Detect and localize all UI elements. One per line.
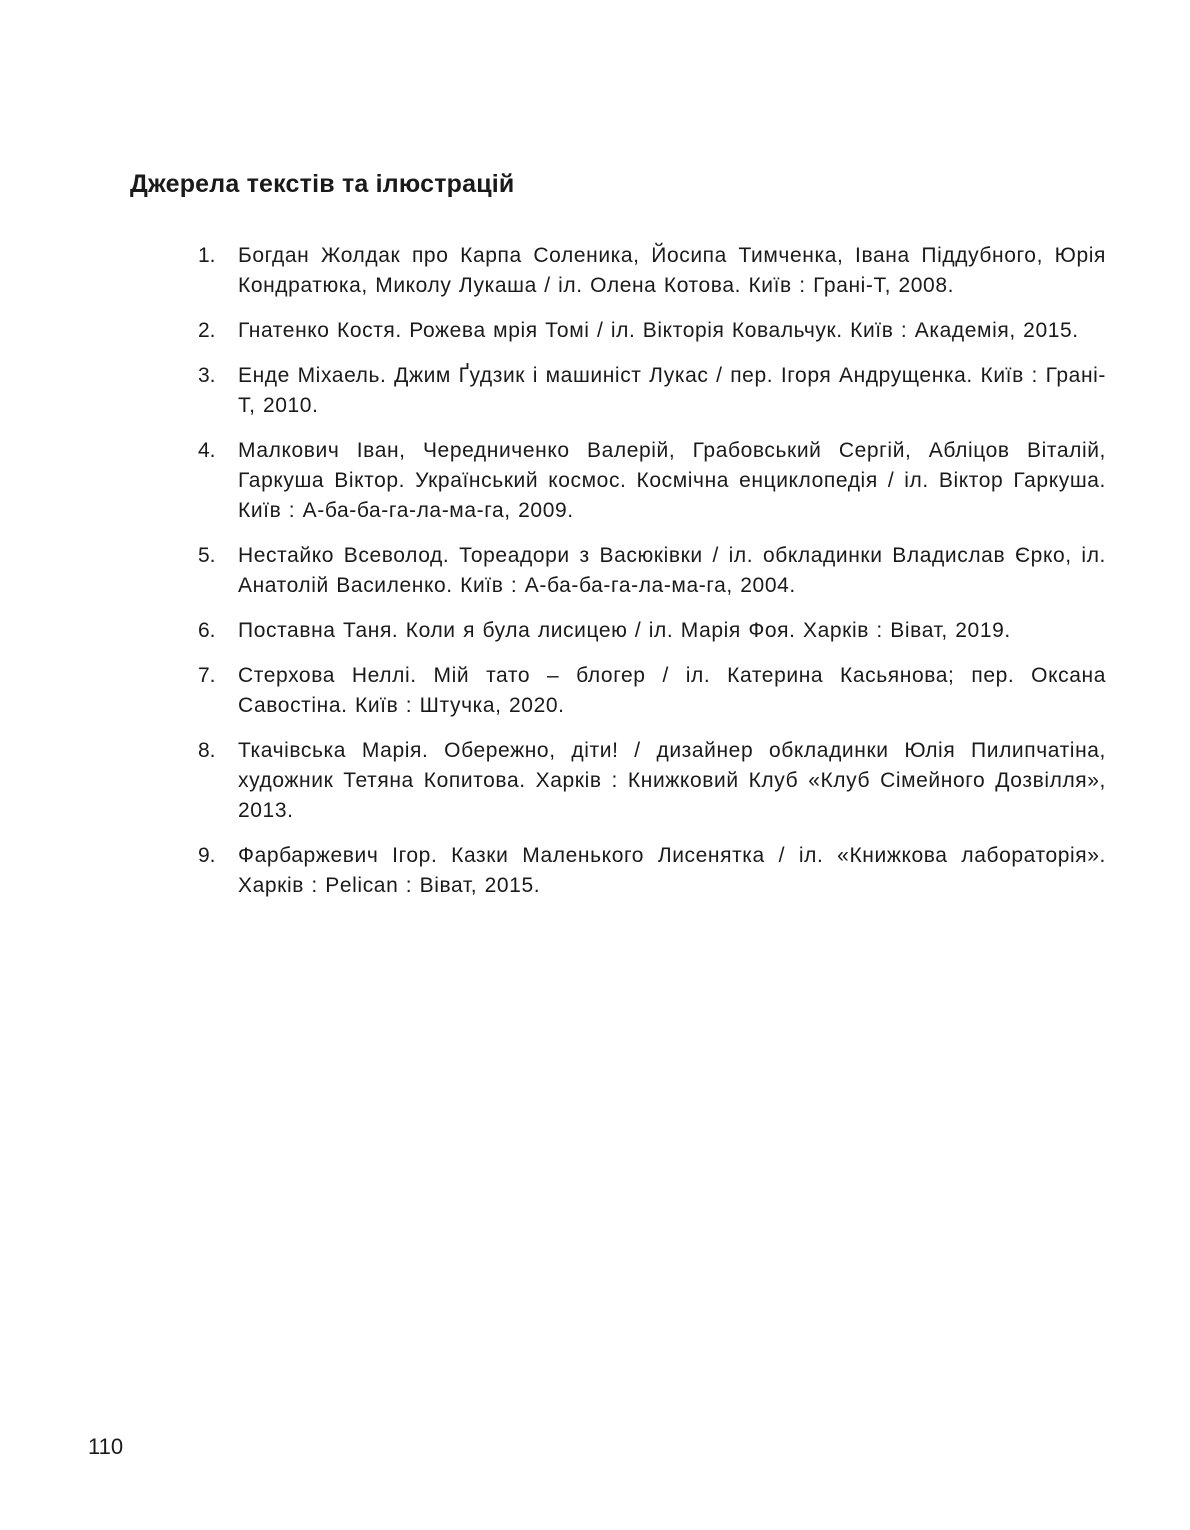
- source-text: Нестайко Всеволод. Тореадори з Васюківки / іл. обкладинки Владислав Єрко, іл. Анатолій Василенко. Київ : А-ба-ба-га-ла-ма-га, 2004.: [238, 544, 1106, 597]
- source-number: 7.: [198, 664, 216, 687]
- source-text: Поставна Таня. Коли я була лисицею / іл. Марія Фоя. Харків : Віват, 2019.: [238, 619, 1011, 642]
- source-number: 5.: [198, 544, 216, 567]
- source-item: [198, 436, 1106, 526]
- source-number: 6.: [198, 619, 216, 642]
- source-item: [198, 616, 1106, 646]
- source-number: 3.: [198, 364, 216, 387]
- source-item: [198, 736, 1106, 826]
- source-number: 9.: [198, 844, 216, 867]
- sources-list: [198, 241, 1106, 916]
- source-item: [198, 361, 1106, 421]
- source-item: [198, 541, 1106, 601]
- source-number: 2.: [198, 319, 216, 342]
- source-text: Гнатенко Костя. Рожева мрія Томі / іл. Вікторія Ковальчук. Київ : Академія, 2015.: [238, 319, 1079, 342]
- source-item: [198, 661, 1106, 721]
- source-text: Ткачівська Марія. Обережно, діти! / дизайнер обкладинки Юлія Пилипчатіна, художник Тетяна Копитова. Харків : Книжковий Клуб «Клуб Сімейного Дозвілля», 2013.: [238, 739, 1106, 822]
- source-item: [198, 841, 1106, 901]
- source-item: [198, 316, 1106, 346]
- source-text: Стерхова Неллі. Мій тато – блогер / іл. Катерина Касьянова; пер. Оксана Савостіна. Київ : Штучка, 2020.: [238, 664, 1106, 717]
- source-text: Енде Міхаель. Джим Ґудзик і машиніст Лукас / пер. Ігоря Андрущенка. Київ : Грані-Т, 2010.: [238, 364, 1106, 417]
- source-number: 4.: [198, 439, 216, 462]
- source-text: Богдан Жолдак про Карпа Соленика, Йосипа Тимченка, Івана Піддубного, Юрія Кондратюка, Миколу Лукаша / іл. Олена Котова. Київ : Грані-Т, 2008.: [238, 244, 1106, 297]
- source-text: Малкович Іван, Чередниченко Валерій, Грабовський Сергій, Абліцов Віталій, Гаркуша Віктор. Український космос. Космічна енциклопедія / іл. Віктор Гаркуша. Київ : А-ба-ба-га-ла-ма-га, 2009.: [238, 439, 1106, 522]
- source-item: [198, 241, 1106, 301]
- source-text: Фарбаржевич Ігор. Казки Маленького Лисенятка / іл. «Книжкова лабораторія». Харків : Pelican : Віват, 2015.: [238, 844, 1106, 897]
- page-number: 110: [88, 1434, 124, 1459]
- source-number: 8.: [198, 739, 216, 762]
- source-number: 1.: [198, 244, 216, 267]
- page-heading: Джерела текстів та ілюстрацій: [130, 170, 515, 198]
